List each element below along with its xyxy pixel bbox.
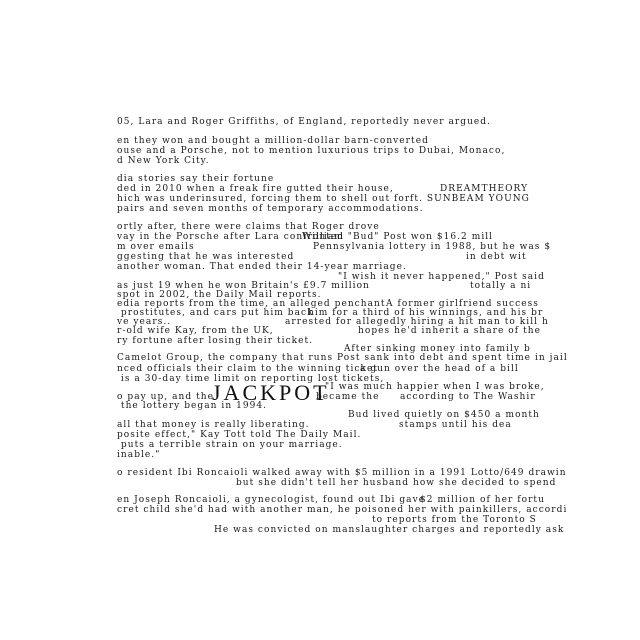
text-line: r-old wife Kay, from the UK, (117, 326, 274, 336)
text-line: hich was underinsured, forcing them to shell out for (117, 194, 411, 204)
text-line: en they won and bought a million-dollar barn-converted (117, 136, 429, 146)
text-line: "I wish it never happened," Post said (338, 272, 545, 282)
text-line: arrested for allegedly hiring a hit man to kill h (285, 317, 549, 327)
text-line: ry fortune after losing their ticket. (117, 336, 314, 346)
text-line: in debt wit (466, 252, 527, 262)
text-line: totally a ni (470, 281, 532, 291)
text-line: edia reports from the time, an alleged penchant (117, 299, 386, 309)
text-line: cret child she'd had with another man, he poisoned her with painkillers, accordi (117, 505, 568, 515)
text-line: ft. SUNBEAM YOUNG (410, 194, 530, 204)
text-line: nced officials their claim to the winning ticket (117, 364, 379, 374)
text-line: ortly after, there were claims that Roger drove (117, 222, 380, 232)
text-line: another woman. That ended their 14-year marriage. (117, 262, 407, 272)
text-line: William "Bud" Post won $16.2 mill (302, 232, 494, 242)
text-line: stamps until his dea (399, 420, 512, 430)
text-line: Pennsylvania lottery in 1988, but he was $ (313, 242, 552, 252)
text-line: Bud lived quietly on $450 a month (348, 410, 540, 420)
text-line: o pay up, and the (117, 392, 215, 402)
text-line: to reports from the Toronto S (372, 515, 537, 525)
text-line: him for a third of his winnings, and his br (308, 308, 544, 318)
text-line: He was convicted on manslaughter charges and reportedly ask (214, 525, 565, 535)
text-line: ve years.. (117, 317, 172, 327)
text-line: all that money is really liberating. (117, 420, 310, 430)
text-line: according to The Washir (400, 392, 536, 402)
text-line: en Joseph Roncaioli, a gynecologist, found out Ibi gave (117, 495, 426, 505)
text-line: ded in 2010 when a freak fire gutted their house, (117, 184, 394, 194)
text-line: m over emails (117, 242, 195, 252)
text-line: posite effect," Kay Tott told The Daily Mail. (117, 430, 362, 440)
text-line: d New York City. (117, 156, 210, 166)
text-line: After sinking money into family b (344, 344, 531, 354)
text-line: the lottery began in 1994. (117, 401, 268, 411)
text-line: spot in 2002, the Daily Mail reports. (117, 290, 322, 300)
text-line: ouse and a Porsche, not to mention luxurious trips to Dubai, Monaco, (117, 146, 506, 156)
poster-title: JACKPOT (212, 380, 330, 405)
text-line: inable." (117, 450, 161, 460)
text-line: vay in the Porsche after Lara confronted (117, 232, 345, 242)
text-line: became the (316, 392, 380, 402)
text-line: pairs and seven months of temporary accommodations. (117, 204, 424, 214)
text-line: DREAMTHEORY (440, 184, 529, 194)
text-line: prostitutes, and cars put him back (117, 308, 314, 318)
text-line: A former girlfriend success (386, 299, 539, 309)
text-line: $2 million of her fortu (420, 495, 545, 505)
text-line: 05, Lara and Roger Griffiths, of England, reportedly never argued. (117, 117, 492, 127)
text-line: as just 19 when he won Britain's £9.7 million (117, 281, 370, 291)
text-line: "I was much happier when I was broke, (325, 382, 545, 392)
text-line: hopes he'd inherit a share of the (358, 326, 541, 336)
text-line: a gun over the head of a bill (360, 364, 519, 374)
text-line: o resident Ibi Roncaioli walked away with $5 million in a 1991 Lotto/649 drawin (117, 468, 567, 478)
text-line: puts a terrible strain on your marriage. (117, 440, 343, 450)
text-line: but she didn't tell her husband how she decided to spend (236, 478, 557, 488)
text-line: Camelot Group, the company that runs Post sank into debt and spent time in jail (117, 353, 568, 363)
text-line: is a 30-day time limit on reporting lost tickets, (117, 374, 385, 384)
text-line: dia stories say their fortune (117, 174, 275, 184)
text-line: ggesting that he was interested (117, 252, 295, 262)
